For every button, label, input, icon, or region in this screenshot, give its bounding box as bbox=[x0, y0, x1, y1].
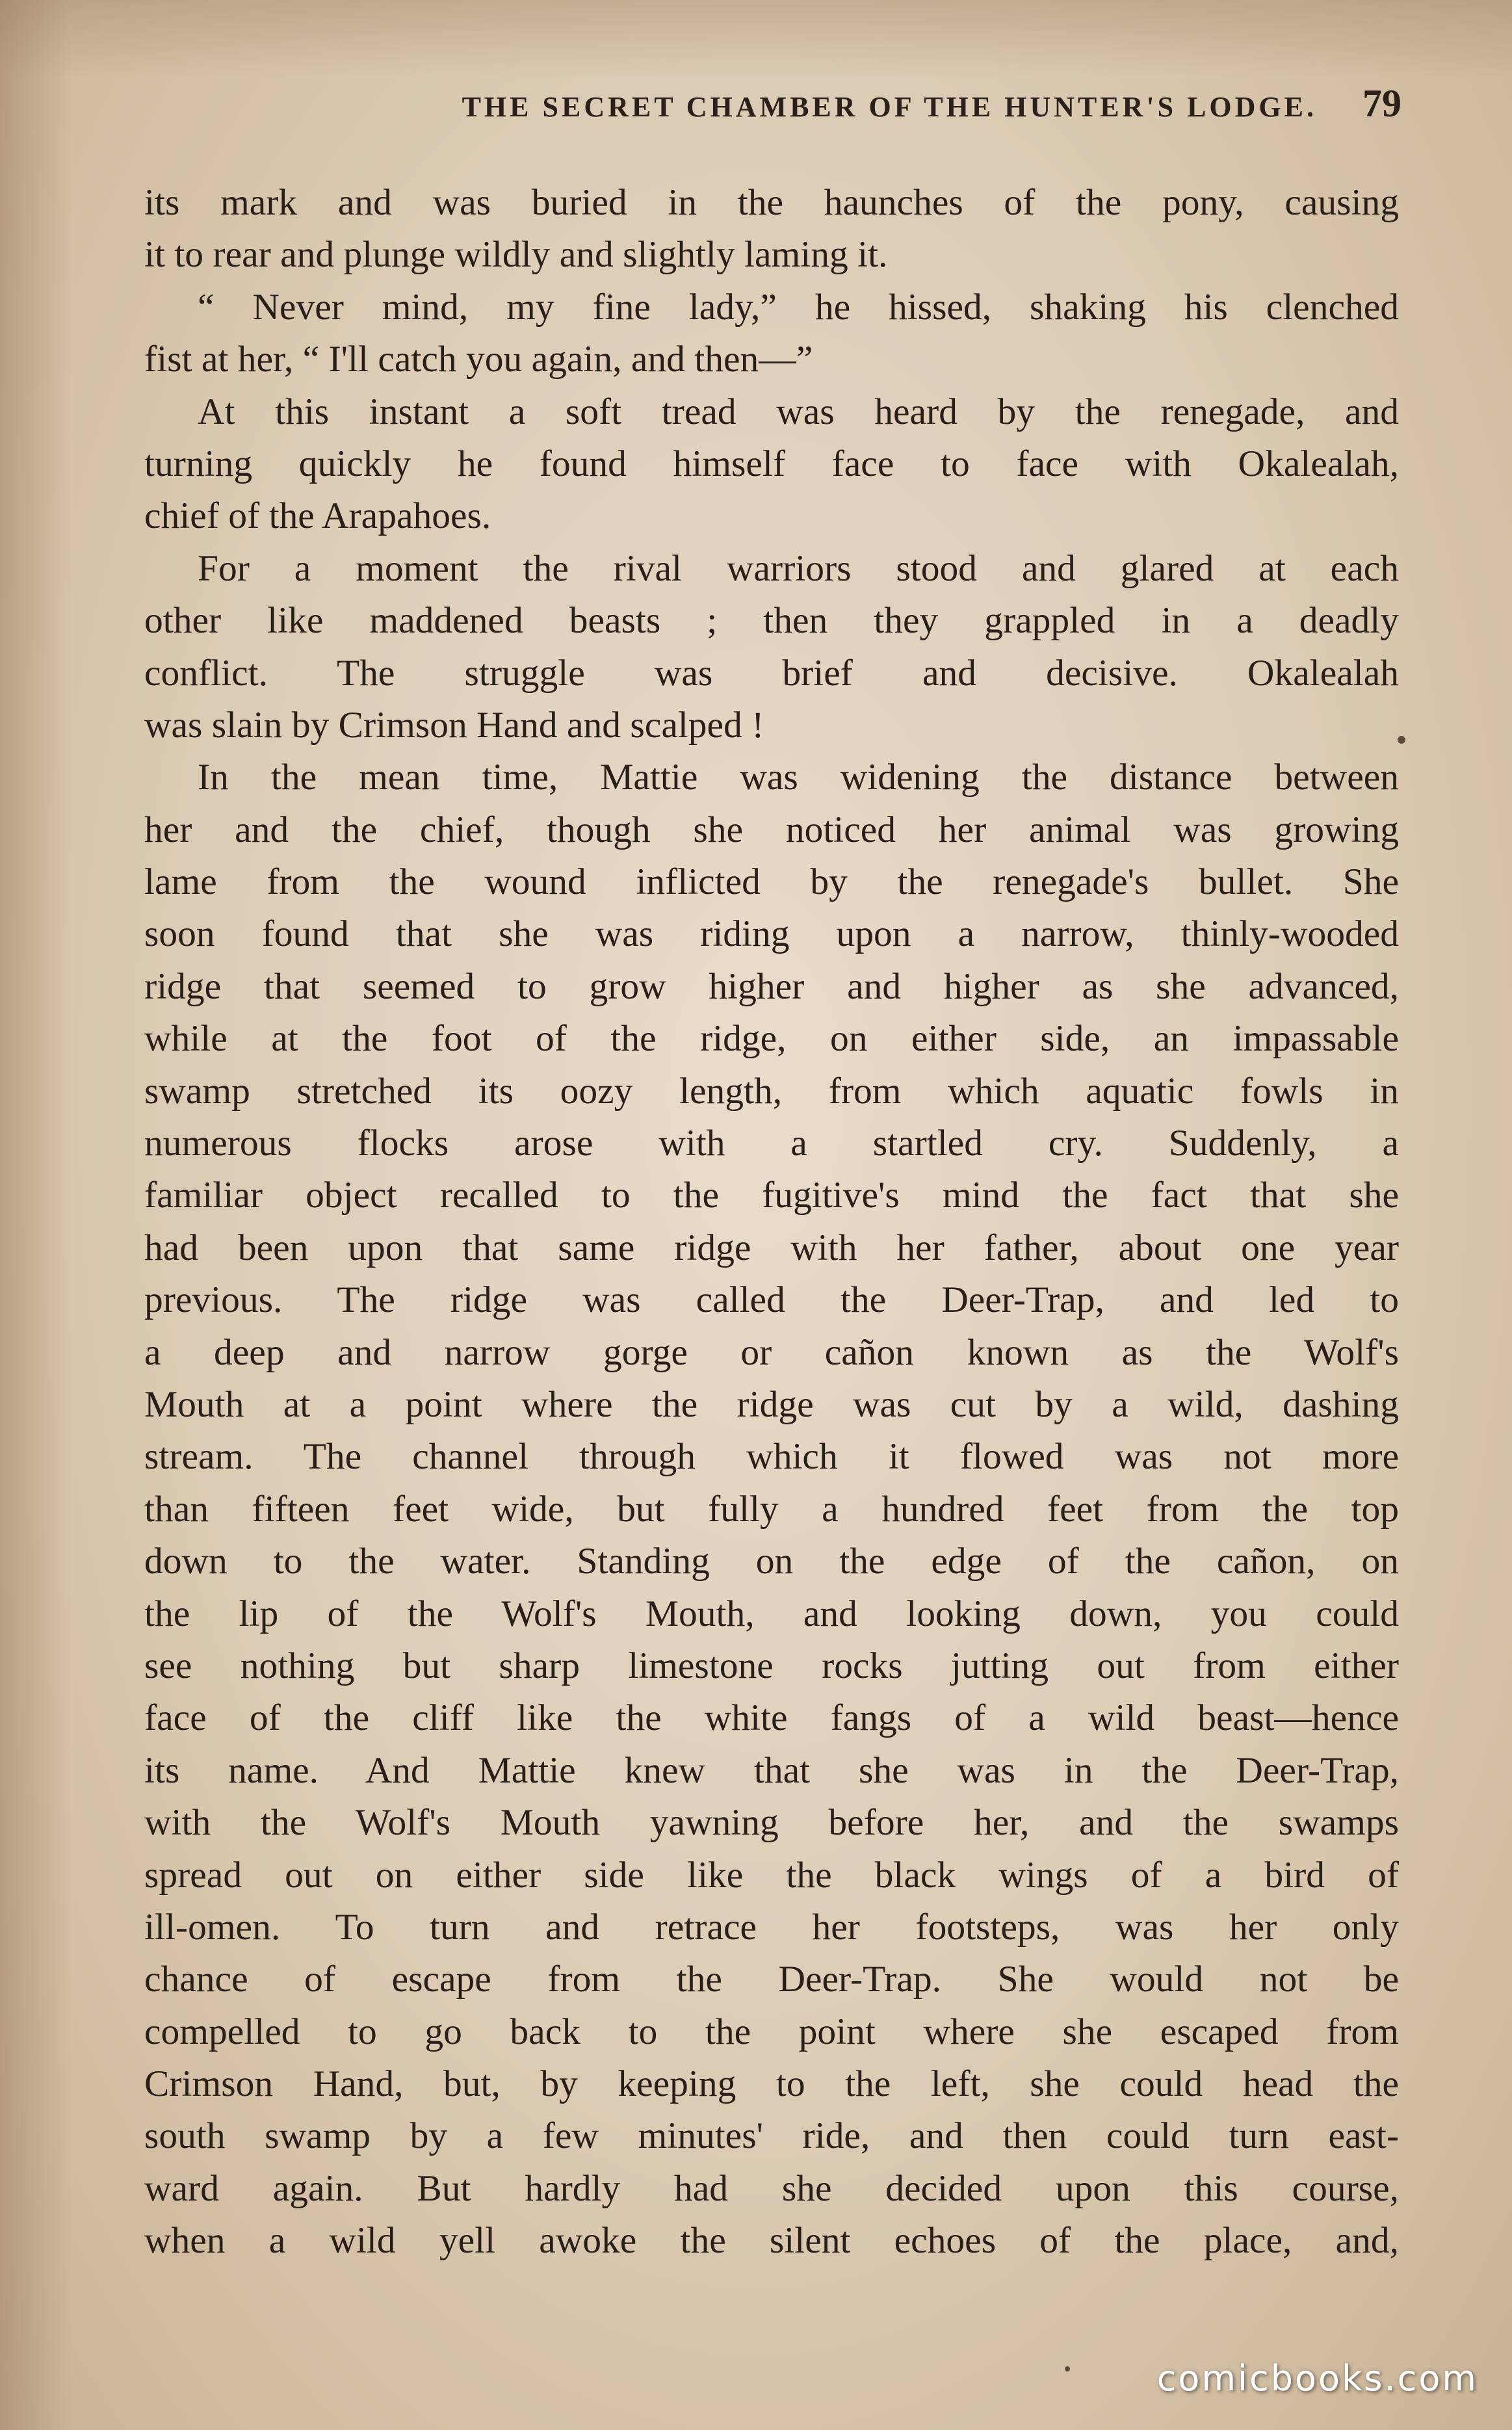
text-line: her and the chief, though she noticed her animal was growing bbox=[144, 809, 1399, 850]
text-line: turning quickly he found himself face to face with Okalealah, bbox=[144, 443, 1399, 484]
text-line: familiar object recalled to the fugitive's mind the fact that she bbox=[144, 1175, 1399, 1216]
text-line: At this instant a soft tread was heard by the renegade, and bbox=[198, 391, 1399, 432]
text-line: soon found that she was riding upon a narrow, thinly-wooded bbox=[144, 913, 1399, 955]
text-line: the lip of the Wolf's Mouth, and looking down, you could bbox=[144, 1593, 1399, 1634]
text-line: Mouth at a point where the ridge was cut by a wild, dashing bbox=[144, 1383, 1399, 1425]
ink-speck bbox=[1065, 2366, 1070, 2371]
text-line: chief of the Arapahoes. bbox=[144, 495, 491, 537]
text-line: lame from the wound inflicted by the renegade's bullet. She bbox=[144, 861, 1399, 903]
text-line: see nothing but sharp limestone rocks jutting out from either bbox=[144, 1645, 1399, 1686]
text-line: chance of escape from the Deer-Trap. She would not be bbox=[144, 1959, 1399, 2000]
text-line: its mark and was buried in the haunches of the pony, causing bbox=[144, 182, 1399, 223]
running-head bbox=[143, 81, 1401, 133]
text-line: a deep and narrow gorge or cañon known as the Wolf's bbox=[144, 1331, 1399, 1373]
text-line: conflict. The struggle was brief and decisive. Okalealah bbox=[144, 652, 1399, 694]
text-line: spread out on either side like the black wings of a bird of bbox=[144, 1854, 1399, 1896]
text-line: For a moment the rival warriors stood and glared at each bbox=[198, 547, 1399, 589]
text-line: stream. The channel through which it flowed was not more bbox=[144, 1436, 1399, 1478]
text-line: down to the water. Standing on the edge of the cañon, on bbox=[144, 1541, 1399, 1582]
text-line: Crimson Hand, but, by keeping to the left, she could head the bbox=[144, 2063, 1399, 2105]
text-line: when a wild yell awoke the silent echoes of the place, and, bbox=[144, 2220, 1399, 2262]
running-title: THE SECRET CHAMBER OF THE HUNTER'S LODGE. bbox=[462, 91, 1317, 123]
body-text bbox=[144, 177, 1399, 2267]
text-line: ward again. But hardly had she decided upon this course, bbox=[144, 2167, 1399, 2209]
text-line: previous. The ridge was called the Deer-Trap, and led to bbox=[144, 1279, 1399, 1321]
text-line: “ Never mind, my fine lady,” he hissed, shaking his clenched bbox=[198, 286, 1399, 328]
text-line: its name. And Mattie knew that she was in the Deer-Trap, bbox=[144, 1749, 1399, 1791]
text-line: south swamp by a few minutes' ride, and then could turn east- bbox=[144, 2115, 1399, 2157]
text-line: compelled to go back to the point where she escaped from bbox=[144, 2011, 1399, 2052]
text-line: fist at her, “ I'll catch you again, and then—” bbox=[144, 339, 813, 380]
text-line: numerous flocks arose with a startled cry. Suddenly, a bbox=[144, 1123, 1399, 1164]
text-line: it to rear and plunge wildly and slightly laming it. bbox=[144, 234, 888, 276]
page-number: 79 bbox=[1362, 82, 1401, 125]
text-line: other like maddened beasts ; then they grappled in a deadly bbox=[144, 600, 1399, 642]
text-line: with the Wolf's Mouth yawning before her, and the swamps bbox=[144, 1802, 1399, 1844]
text-line: had been upon that same ridge with her father, about one year bbox=[144, 1227, 1399, 1268]
text-line: In the mean time, Mattie was widening the distance between bbox=[198, 757, 1399, 798]
text-line: face of the cliff like the white fangs of a wild beast—hence bbox=[144, 1697, 1399, 1739]
page-edge-stain-top bbox=[0, 0, 1512, 78]
text-line: was slain by Crimson Hand and scalped ! bbox=[144, 704, 764, 746]
text-line: ridge that seemed to grow higher and higher as she advanced, bbox=[144, 965, 1399, 1007]
text-line: ill-omen. To turn and retrace her footsteps, was her only bbox=[144, 1906, 1399, 1948]
page-edge-stain-left bbox=[0, 0, 72, 2430]
text-line: swamp stretched its oozy length, from which aquatic fowls in bbox=[144, 1070, 1399, 1112]
ink-speck bbox=[1398, 736, 1405, 744]
text-line: than fifteen feet wide, but fully a hundred feet from the top bbox=[144, 1488, 1399, 1530]
watermark-text: comicbooks.com bbox=[1156, 2358, 1478, 2399]
text-line: while at the foot of the ridge, on either side, an impassable bbox=[144, 1018, 1399, 1060]
